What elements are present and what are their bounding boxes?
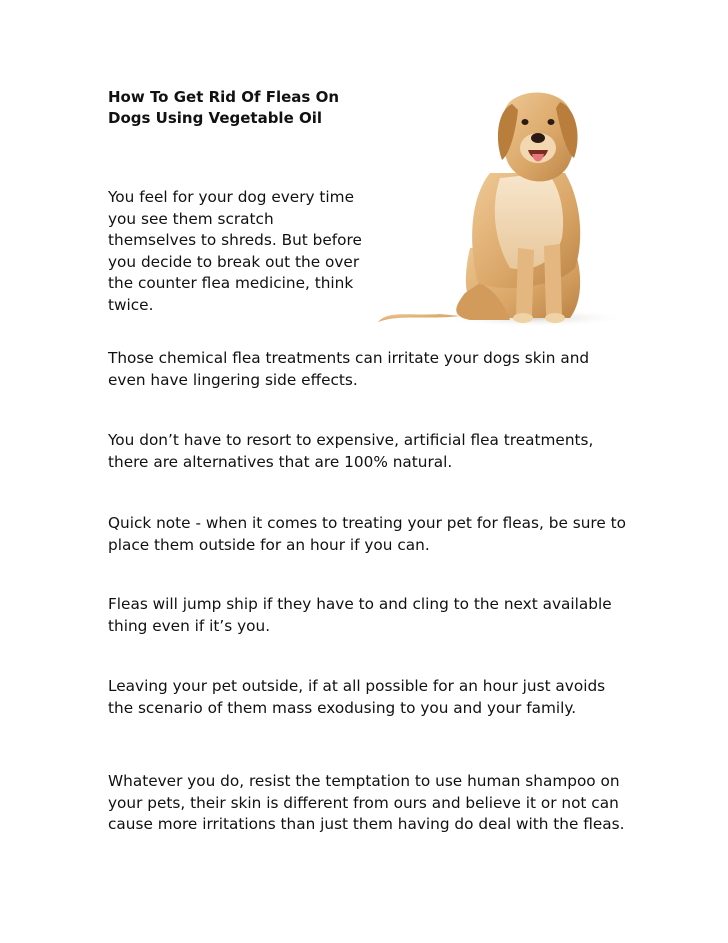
golden-retriever-image (370, 78, 630, 330)
paragraph: Leaving your pet outside, if at all possible for an hour just avoids the scenario of them mass exodusing to you and your family. (108, 677, 606, 717)
paragraph: Whatever you do, resist the temptation to use human shampoo on your pets, their skin is different from ours and believe it or not can cause more irritations than just them having do deal with the fleas. (108, 772, 625, 833)
intro-paragraph: You feel for your dog every time you see them scratch themselves to shreds. But before you decide to break out the over the counter flea medicine, think twice. (108, 188, 362, 314)
paragraph: Those chemical flea treatments can irritate your dogs skin and even have lingering side effects. (108, 349, 590, 389)
paragraph: You don’t have to resort to expensive, artificial flea treatments, there are alternatives that are 100% natural. (108, 431, 594, 471)
article-title: How To Get Rid Of Fleas On Dogs Using Vegetable Oil (108, 88, 339, 127)
paragraph: Quick note - when it comes to treating your pet for fleas, be sure to place them outside for an hour if you can. (108, 514, 626, 554)
paragraph: Fleas will jump ship if they have to and cling to the next available thing even if it’s you. (108, 595, 612, 635)
